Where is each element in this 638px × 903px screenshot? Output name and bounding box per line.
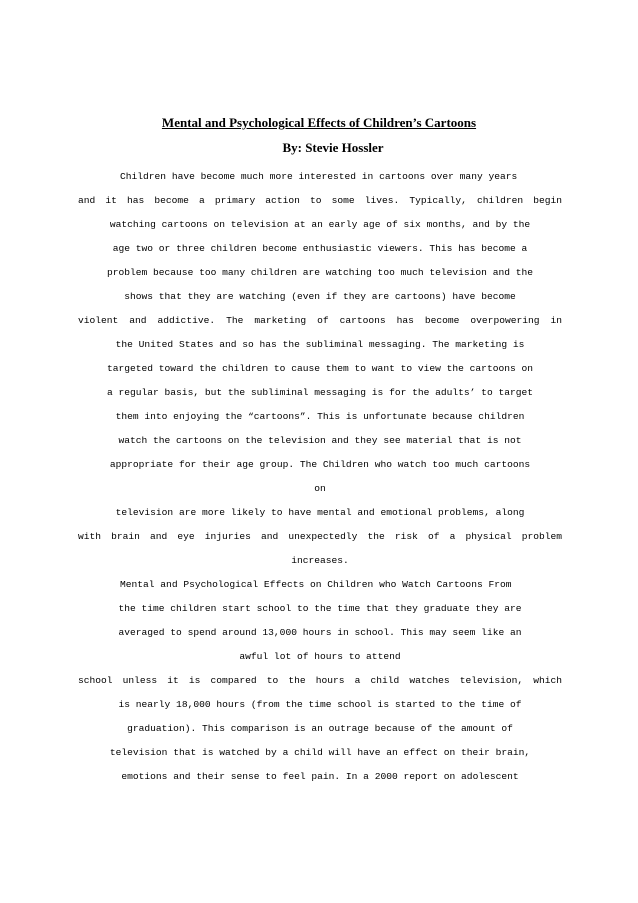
body-line: with brain and eye injuries and unexpectedly the risk of a physical problem <box>78 531 562 542</box>
body-line: is nearly 18,000 hours (from the time school is started to the time of <box>118 699 522 710</box>
body-line: problem because too many children are watching too much television and the <box>106 267 534 278</box>
body-line: and it has become a primary action to some lives. Typically, children begin <box>78 195 562 206</box>
body-line: them into enjoying the “cartoons”. This is unfortunate because children <box>115 411 525 422</box>
body-line: on <box>314 483 326 494</box>
document-title <box>0 115 638 131</box>
body-line: watching cartoons on television at an early age of six months, and by the <box>109 219 531 230</box>
body-line: increases. <box>291 555 349 566</box>
body-line: shows that they are watching (even if they are cartoons) have become <box>124 291 516 302</box>
document-body <box>78 165 562 789</box>
body-line: graduation). This comparison is an outrage because of the amount of <box>127 723 513 734</box>
body-line: a regular basis, but the subliminal messaging is for the adults’ to target <box>106 387 534 398</box>
body-line: school unless it is compared to the hours a child watches television, which <box>78 675 562 686</box>
body-line: targeted toward the children to cause them to want to view the cartoons on <box>106 363 534 374</box>
document-title-text: Mental and Psychological Effects of Children’s Cartoons <box>161 115 477 130</box>
body-line: age two or three children become enthusiastic viewers. This has become a <box>112 243 528 254</box>
document-byline: By: Stevie Hossler <box>282 140 384 155</box>
body-line: the United States and so has the subliminal messaging. The marketing is <box>115 339 525 350</box>
body-line: watch the cartoons on the television and they see material that is not <box>118 435 522 446</box>
body-line: appropriate for their age group. The Children who watch too much cartoons <box>109 459 531 470</box>
body-line: the time children start school to the time that they graduate they are <box>118 603 522 614</box>
body-line: television are more likely to have mental and emotional problems, along <box>115 507 525 518</box>
body-line: awful lot of hours to attend <box>239 651 401 662</box>
body-line: television that is watched by a child will have an effect on their brain, <box>109 747 531 758</box>
body-line: emotions and their sense to feel pain. In a 2000 report on adolescent <box>121 771 519 782</box>
body-line: Mental and Psychological Effects on Children who Watch Cartoons From <box>120 579 512 590</box>
body-line: averaged to spend around 13,000 hours in school. This may seem like an <box>118 627 522 638</box>
body-line: Children have become much more interested in cartoons over many years <box>120 171 518 182</box>
body-line: violent and addictive. The marketing of cartoons has become overpowering in <box>78 315 562 326</box>
